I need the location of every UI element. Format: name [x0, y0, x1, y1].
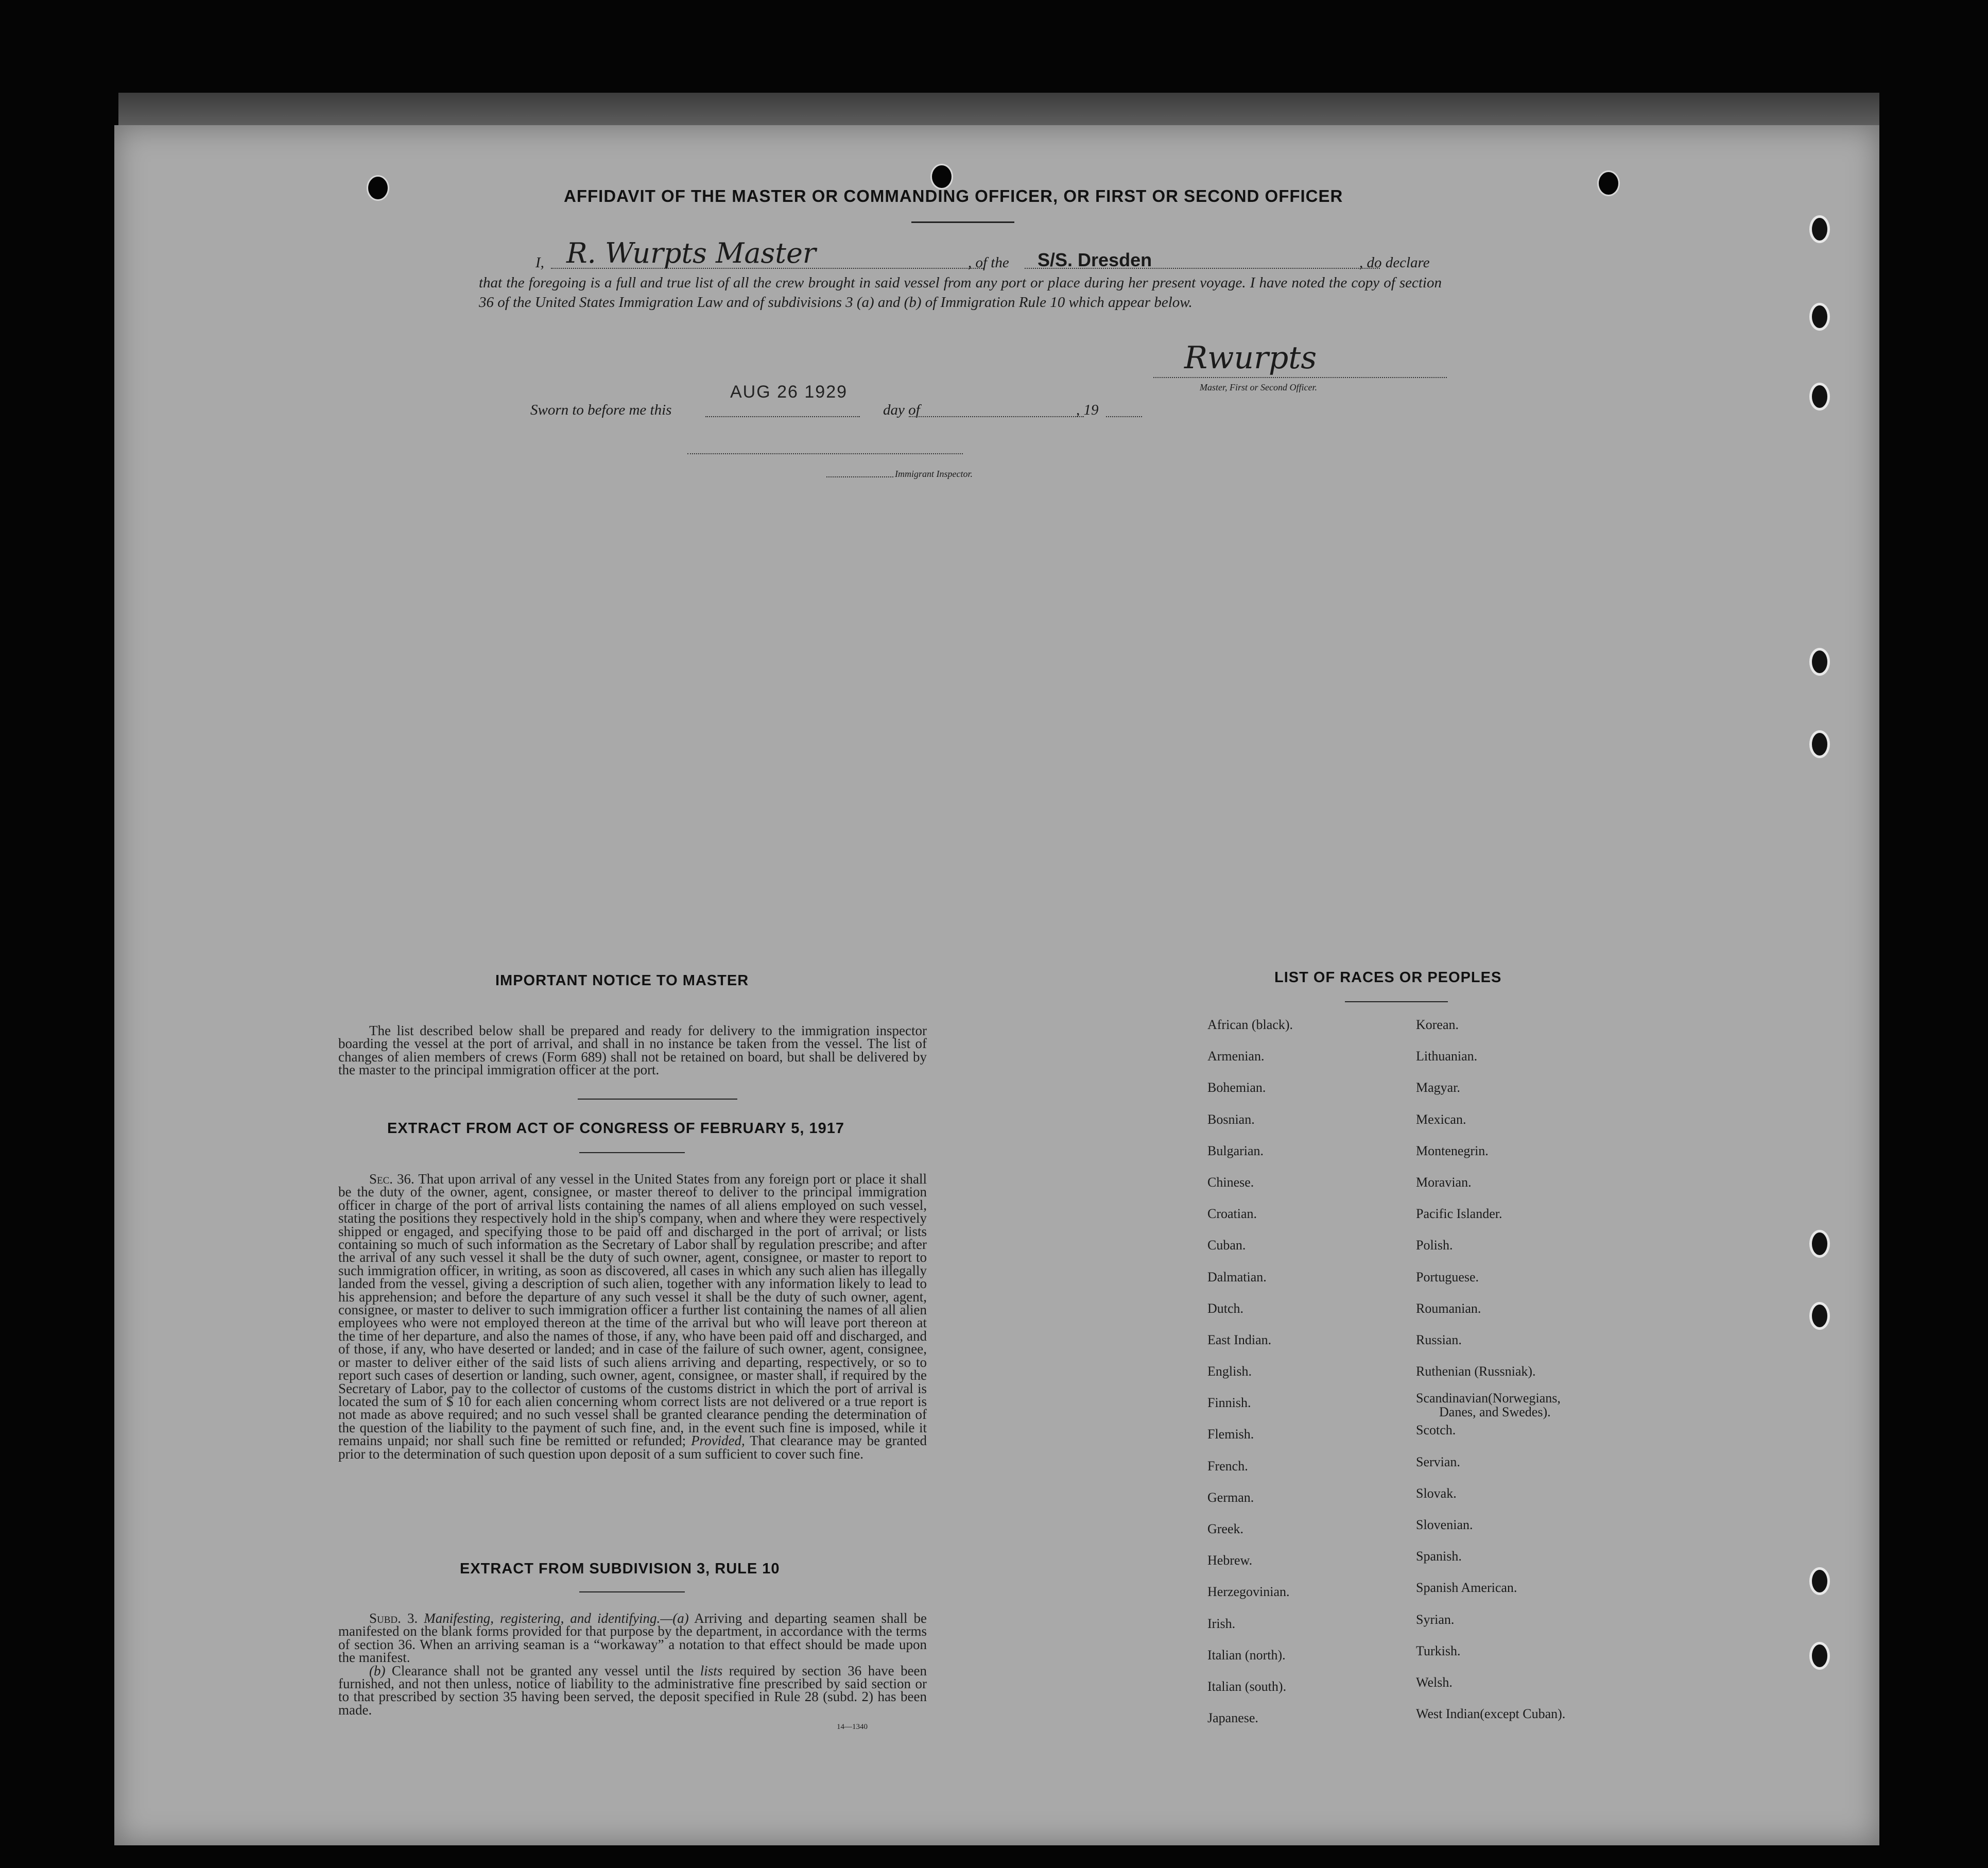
races-column-2	[1416, 1017, 1565, 1738]
binder-ring-icon	[1809, 1302, 1830, 1330]
subd-text-a: Arriving and departing seamen shall be manifested on the blank forms provided for that purpose by the department, in accordance with the terms of section 36. When an arriving seaman is a “workaway” a notation to that effect should be made upon the manifest.	[338, 1610, 927, 1666]
race-item: Japanese.	[1207, 1710, 1258, 1726]
do-declare-text: , do declare	[1359, 254, 1430, 271]
document-page	[114, 125, 1879, 1845]
race-item: Welsh.	[1416, 1674, 1453, 1690]
race-item: Italian (north).	[1207, 1647, 1286, 1663]
of-the-text: , of the	[968, 254, 1009, 271]
race-item: Chinese.	[1207, 1174, 1254, 1190]
subd-text-b-2: required by section 36 have been furnished, and not then unless, notice of liability to the administrative fine prescribed by said section or to that prescribed by section 35 having been served, the deposit specified in Rule 28 (subd. 2) has been made.	[338, 1663, 927, 1718]
heading-divider	[911, 221, 1014, 223]
race-item: West Indian(except Cuban).	[1416, 1706, 1566, 1722]
act-extract-heading: EXTRACT FROM ACT OF CONGRESS OF FEBRUARY 5, 1917	[387, 1120, 845, 1137]
race-item: Bosnian.	[1207, 1111, 1255, 1127]
binder-ring-icon	[1809, 303, 1830, 331]
race-item: Pacific Islander.	[1416, 1206, 1502, 1222]
race-item-line: Scandinavian(Norwegians,	[1416, 1391, 1561, 1406]
inspector-signature-line	[687, 453, 963, 454]
binder-ring-icon	[1809, 1642, 1830, 1670]
race-item: Polish.	[1416, 1238, 1453, 1253]
section-label: Sec. 36.	[369, 1171, 414, 1187]
binder-ring-icon	[1809, 215, 1830, 243]
race-item: Cuban.	[1207, 1238, 1246, 1253]
race-item: Slovak.	[1416, 1485, 1457, 1501]
inspector-caption: Immigrant Inspector.	[895, 469, 973, 479]
rule-divider	[579, 1591, 685, 1592]
race-item: Russian.	[1416, 1332, 1462, 1347]
race-item: Greek.	[1207, 1521, 1244, 1536]
race-item: Spanish.	[1416, 1549, 1462, 1564]
act-divider	[579, 1152, 685, 1153]
race-item: African (black).	[1207, 1017, 1293, 1032]
inspector-caption-line	[826, 476, 893, 477]
race-item: English.	[1207, 1364, 1252, 1379]
section-text-end: That clearance may be granted prior to the determination of such question upon deposit of a sum sufficient to cover such fine.	[338, 1433, 927, 1462]
race-item: Spanish American.	[1416, 1580, 1517, 1596]
section-text: That upon arrival of any vessel in the United States from any foreign port or place it shall be the duty of the owner, agent, consignee, or master thereof to deliver to the principal immigration officer in charge of the port of arrival lists containing the names of all aliens employed on such vessel, stating the positions they respectively hold in the ship's company, when and where they were respectively shipped or engaged, and specifying those to be paid off and discharged in the port of arrival; or lists containing so much of such information as the Secretary of Labor shall by regulation prescribe; and after the arrival of any such vessel it shall be the duty of such owner, agent, consignee, or master to report to such immigration officer, in writing, as soon as discovered, all cases in which any such alien has illegally landed from the vessel, giving a description of such alien, together with any information likely to lead to his apprehension; and before the departure of any such vessel it shall be the duty of such owner, agent, consignee, or master to deliver to such immigration officer a further list containing the names of all alien employees who were not employed thereon at the time of the arrival but who will leave port thereon at the time of her departure, and also the names of those, if any, who have been paid off and discharged, and of those, if any, who have deserted or landed; and in case of the failure of such owner, agent, consignee, or master to deliver either of the said lists of such aliens arriving and departing, respectively, or so to report such cases of desertion or landing, such owner, agent, consignee, or master shall, if required by the Secretary of Labor, pay to the collector of customs of the customs district in which the port of arrival is located the sum of $ 10 for each alien concerning whom correct lists are not delivered or a true report is not made as above required; and no such vessel shall be granted clearance pending the determination of the question of the liability to the payment of such fine, and, in the event such fine is imposed, while it remains unpaid; nor shall such fine be remitted or refunded;	[338, 1171, 927, 1449]
race-item: Croatian.	[1207, 1206, 1257, 1222]
sworn-prefix: Sworn to before me this	[530, 402, 672, 418]
binding-hole-icon	[1597, 170, 1620, 196]
race-item: Armenian.	[1207, 1049, 1265, 1064]
provided-label: Provided,	[691, 1433, 745, 1449]
declaration-text: that the foregoing is a full and true list of all the crew brought in said vessel from any port or place during her present voyage. I have noted the copy of section 36 of the United States Immigration Law and of subdivisions 3 (a) and (b) of Immigration Rule 10 which appear below.	[479, 275, 1442, 311]
race-item: Bulgarian.	[1207, 1143, 1264, 1158]
race-item: Finnish.	[1207, 1395, 1251, 1411]
race-item: Korean.	[1416, 1017, 1459, 1032]
date-stamp: AUG 26 1929	[730, 382, 848, 402]
binder-ring-icon	[1809, 730, 1830, 758]
binder-ring-icon	[1809, 383, 1830, 410]
signature-caption: Master, First or Second Officer.	[1200, 382, 1317, 392]
handwritten-name: R. Wurpts Master	[566, 237, 816, 269]
year-prefix: , 19	[1076, 402, 1099, 418]
affidavit-heading: AFFIDAVIT OF THE MASTER OR COMMANDING OFFICER, OR FIRST OR SECOND OFFICER	[564, 186, 1343, 205]
race-item: East Indian.	[1207, 1332, 1272, 1347]
race-item: Irish.	[1207, 1616, 1236, 1631]
sworn-day-line	[705, 416, 860, 417]
race-item: Dalmatian.	[1207, 1269, 1267, 1284]
race-item: Mexican.	[1416, 1111, 1466, 1127]
race-item: Roumanian.	[1416, 1300, 1481, 1316]
vessel-name: S/S. Dresden	[1038, 249, 1152, 270]
pronoun: I,	[535, 254, 544, 271]
race-item: Bohemian.	[1207, 1080, 1266, 1095]
form-number: 14—1340	[837, 1723, 868, 1731]
race-item-line: Danes, and Swedes).	[1439, 1404, 1551, 1420]
act-section-36	[338, 1173, 927, 1461]
race-item: Flemish.	[1207, 1427, 1254, 1442]
races-heading: LIST OF RACES OR PEOPLES	[1274, 969, 1502, 986]
races-column-1	[1207, 1017, 1293, 1742]
declaration-first-line	[535, 237, 1442, 273]
race-item: French.	[1207, 1458, 1248, 1473]
races-divider	[1345, 1001, 1448, 1002]
race-item: Turkish.	[1416, 1643, 1461, 1658]
race-item: Ruthenian (Russniak).	[1416, 1364, 1536, 1379]
notice-divider	[578, 1099, 737, 1100]
binding-hole-icon	[367, 175, 389, 201]
race-item: Herzegovinian.	[1207, 1584, 1290, 1600]
subd-label: Subd. 3.	[369, 1610, 418, 1626]
binding-hole-icon	[930, 164, 953, 190]
race-item: Servian.	[1416, 1454, 1460, 1469]
race-item: Magyar.	[1416, 1080, 1460, 1095]
subd-title: Manifesting, registering, and identifying.—(a)	[424, 1610, 689, 1626]
notice-heading: IMPORTANT NOTICE TO MASTER	[495, 972, 749, 989]
subd-b-label: (b)	[369, 1663, 386, 1678]
notice-text: The list described below shall be prepared and ready for delivery to the immigration inspector boarding the vessel at the port of arrival, and shall in no instance be taken from the vessel. The list of changes of alien members of crews (Form 689) shall not be retained on board, but shall be delivered by the master to the principal immigration officer at the port.	[338, 1023, 927, 1078]
signature-line	[1153, 377, 1447, 378]
race-item: Lithuanian.	[1416, 1049, 1478, 1064]
binder-ring-icon	[1809, 1230, 1830, 1258]
lists-word: lists	[700, 1663, 723, 1678]
year-line	[1106, 416, 1142, 417]
race-item: Scotch.	[1416, 1423, 1456, 1438]
master-signature: Rwurpts	[1184, 340, 1317, 376]
race-item: Italian (south).	[1207, 1678, 1287, 1694]
rule-extract-heading: EXTRACT FROM SUBDIVISION 3, RULE 10	[460, 1561, 780, 1577]
race-item: Montenegrin.	[1416, 1143, 1489, 1158]
race-item: Moravian.	[1416, 1174, 1472, 1190]
day-of-text: day of	[883, 402, 920, 418]
race-item: Slovenian.	[1416, 1517, 1473, 1532]
sworn-month-line	[909, 416, 1084, 417]
subd-text-b-1: Clearance shall not be granted any vessel until the	[391, 1663, 694, 1678]
binder-ring-icon	[1809, 648, 1830, 676]
rule-subdivision-text	[338, 1612, 927, 1717]
race-item: Hebrew.	[1207, 1553, 1253, 1568]
race-item-scandinavian	[1416, 1391, 1565, 1423]
race-item: Portuguese.	[1416, 1269, 1479, 1284]
race-item: Syrian.	[1416, 1612, 1455, 1627]
binder-ring-icon	[1809, 1567, 1830, 1595]
race-item: Dutch.	[1207, 1300, 1244, 1316]
race-item: German.	[1207, 1489, 1254, 1505]
